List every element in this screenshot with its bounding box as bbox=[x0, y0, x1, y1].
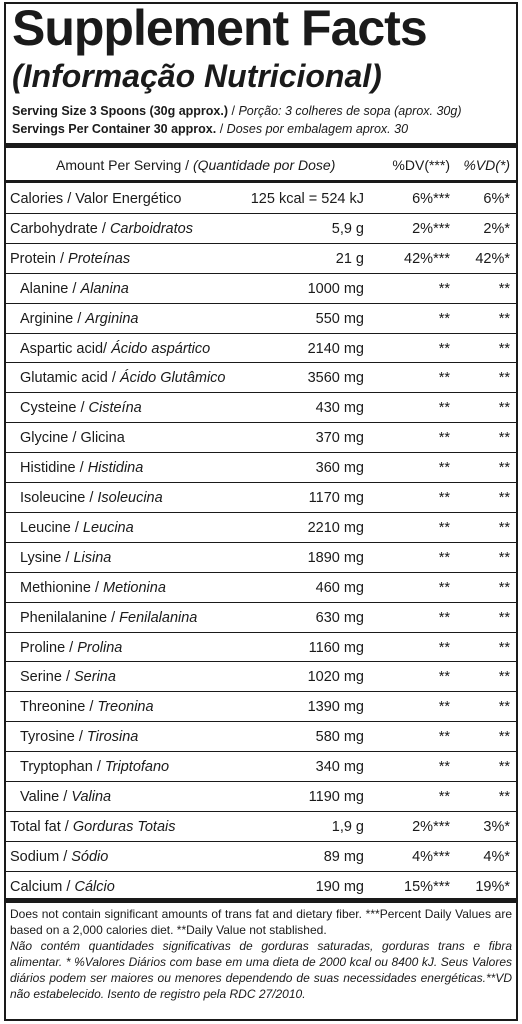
nutrient-row bbox=[6, 334, 516, 364]
nutrient-dv: ** bbox=[438, 370, 450, 386]
footnote bbox=[10, 906, 512, 1002]
nutrient-name-pt: Prolina bbox=[77, 640, 123, 656]
amount-per-serving-header bbox=[56, 150, 335, 180]
nutrient-name bbox=[10, 812, 176, 842]
nutrient-dv: ** bbox=[438, 550, 450, 566]
nutrient-name-en: Calories / bbox=[10, 191, 76, 207]
nutrient-row bbox=[6, 543, 516, 573]
nutrient-amount: 1390 mg bbox=[307, 699, 364, 715]
nutrient-name-pt: Tirosina bbox=[86, 729, 139, 745]
nutrient-name bbox=[20, 752, 169, 782]
nutrient-amount: 580 mg bbox=[315, 729, 364, 745]
amount-header-pt: (Quantidade por Dose) bbox=[192, 157, 336, 173]
nutrient-name-en: Histidine / bbox=[20, 460, 88, 476]
nutrient-name-pt: Histidina bbox=[87, 460, 144, 476]
nutrient-name-en: Glycine / bbox=[20, 430, 81, 446]
nutrient-vd: ** bbox=[498, 341, 510, 357]
nutrient-row bbox=[6, 633, 516, 663]
nutrient-name bbox=[20, 782, 111, 812]
nutrient-amount: 3560 mg bbox=[307, 370, 364, 386]
nutrient-row bbox=[6, 782, 516, 812]
nutrient-dv: ** bbox=[438, 341, 450, 357]
nutrient-name-pt: Treonina bbox=[97, 699, 154, 715]
nutrient-name-pt: Cisteína bbox=[88, 400, 142, 416]
footnote-pt: Não contém quantidades significativas de gorduras saturadas, gorduras trans e fibra alimentar. * %Valores Diários com base em uma dieta de 2000 kcal ou 8400 kJ. Seus Valores diários podem ser maiores ou menores dependendo de suas necessidades energéticas.**VD não estabelecido. Isento de registro pela RDC 27/2010. bbox=[10, 939, 512, 1001]
nutrient-amount: 125 kcal = 524 kJ bbox=[250, 191, 364, 207]
nutrient-name bbox=[20, 603, 197, 633]
nutrient-name-pt: Gorduras Totais bbox=[72, 819, 176, 835]
nutrient-name bbox=[20, 423, 125, 453]
nutrient-dv: 42%*** bbox=[404, 251, 450, 267]
nutrient-vd: 42%* bbox=[475, 251, 510, 267]
nutrient-row bbox=[6, 752, 516, 782]
nutrient-name-pt: Leucina bbox=[82, 520, 134, 536]
thick-divider-top bbox=[6, 143, 516, 148]
nutrient-name bbox=[20, 334, 210, 364]
thick-divider-bottom bbox=[6, 898, 516, 903]
nutrient-amount: 190 mg bbox=[315, 879, 364, 895]
nutrient-name-pt: Valina bbox=[71, 789, 112, 805]
nutrient-dv: ** bbox=[438, 610, 450, 626]
nutrient-vd: ** bbox=[498, 669, 510, 685]
serving-size bbox=[12, 104, 462, 119]
nutrient-name-pt: Proteínas bbox=[68, 251, 131, 267]
nutrient-row bbox=[6, 363, 516, 393]
footnote-en: Does not contain significant amounts of trans fat and dietary fiber. ***Percent Daily Values are based on a 2,000 calories diet. **Daily Value not stablished. bbox=[10, 907, 512, 937]
nutrient-name-en: Cysteine / bbox=[20, 400, 89, 416]
nutrient-amount: 1020 mg bbox=[307, 669, 364, 685]
nutrient-vd: 19%* bbox=[475, 879, 510, 895]
nutrient-name-en: Calcium / bbox=[10, 879, 75, 895]
nutrient-row bbox=[6, 483, 516, 513]
nutrient-vd: ** bbox=[498, 281, 510, 297]
nutrient-name-pt: Lisina bbox=[73, 550, 112, 566]
nutrient-vd: ** bbox=[498, 550, 510, 566]
nutrient-name-en: Tryptophan / bbox=[20, 759, 105, 775]
nutrient-name-pt: Cálcio bbox=[74, 879, 115, 895]
nutrient-vd: 4%* bbox=[483, 849, 510, 865]
serving-size-pt: Porção: 3 colheres de sopa (aprox. 30g) bbox=[238, 104, 462, 118]
nutrient-amount: 2140 mg bbox=[307, 341, 364, 357]
nutrient-row bbox=[6, 274, 516, 304]
nutrient-dv: ** bbox=[438, 311, 450, 327]
nutrient-row bbox=[6, 214, 516, 244]
nutrient-amount: 1160 mg bbox=[308, 640, 364, 656]
nutrient-dv: ** bbox=[438, 580, 450, 596]
nutrient-amount: 1170 mg bbox=[308, 490, 364, 506]
nutrient-amount: 460 mg bbox=[315, 580, 364, 596]
amount-header-en: Amount Per Serving / bbox=[56, 157, 193, 173]
nutrient-vd: 6%* bbox=[483, 191, 510, 207]
nutrient-vd: ** bbox=[498, 789, 510, 805]
nutrient-amount: 1890 mg bbox=[307, 550, 364, 566]
nutrient-row bbox=[6, 244, 516, 274]
nutrient-vd: ** bbox=[498, 640, 510, 656]
nutrient-row bbox=[6, 423, 516, 453]
nutrient-row bbox=[6, 513, 516, 543]
nutrient-name-pt: Ácido Glutâmico bbox=[119, 370, 226, 386]
nutrient-name bbox=[20, 304, 139, 334]
nutrient-dv: 4%*** bbox=[412, 849, 450, 865]
nutrient-name-pt: Ácido aspártico bbox=[111, 341, 211, 357]
nutrient-name bbox=[10, 214, 193, 244]
nutrient-name bbox=[20, 274, 129, 304]
serving-size-separator: / bbox=[228, 104, 239, 118]
nutrient-amount: 89 mg bbox=[323, 849, 364, 865]
nutrient-vd: ** bbox=[498, 580, 510, 596]
nutrient-name bbox=[20, 633, 122, 663]
nutrient-name-pt: Serina bbox=[74, 669, 116, 685]
nutrient-dv: ** bbox=[438, 430, 450, 446]
nutrient-name-en: Tyrosine / bbox=[20, 729, 87, 745]
nutrient-name-en: Total fat / bbox=[10, 819, 73, 835]
nutrient-vd: ** bbox=[498, 490, 510, 506]
nutrient-row bbox=[6, 812, 516, 842]
nutrient-name bbox=[20, 513, 134, 543]
nutrient-name bbox=[10, 842, 108, 872]
nutrient-amount: 370 mg bbox=[315, 430, 364, 446]
vd-header: %VD(*) bbox=[463, 157, 510, 173]
nutrient-amount: 360 mg bbox=[315, 460, 364, 476]
supplement-facts-label bbox=[4, 2, 518, 1021]
nutrient-name-en: Valine / bbox=[20, 789, 72, 805]
nutrient-name-pt: Glicina bbox=[80, 430, 125, 446]
servings-per-container-pt: Doses por embalagem aprox. 30 bbox=[226, 122, 409, 136]
nutrient-name-en: Phenilalanine / bbox=[20, 610, 120, 626]
nutrient-amount: 630 mg bbox=[315, 610, 364, 626]
nutrient-dv: ** bbox=[438, 490, 450, 506]
nutrient-name bbox=[10, 184, 181, 214]
nutrient-dv: ** bbox=[438, 699, 450, 715]
nutrient-dv: ** bbox=[438, 789, 450, 805]
nutrient-vd: ** bbox=[498, 460, 510, 476]
nutrient-amount: 550 mg bbox=[315, 311, 364, 327]
nutrient-name-pt: Arginina bbox=[85, 311, 139, 327]
nutrient-vd: ** bbox=[498, 759, 510, 775]
nutrient-dv: 2%*** bbox=[412, 221, 450, 237]
nutrient-row bbox=[6, 184, 516, 214]
label-subtitle: (Informação Nutricional) bbox=[12, 58, 382, 94]
nutrient-row bbox=[6, 573, 516, 603]
nutrient-name bbox=[20, 453, 143, 483]
nutrient-row bbox=[6, 842, 516, 872]
nutrient-name bbox=[20, 483, 163, 513]
nutrient-name-pt: Valor Energético bbox=[75, 191, 182, 207]
nutrient-amount: 430 mg bbox=[315, 400, 364, 416]
nutrient-vd: ** bbox=[498, 430, 510, 446]
nutrient-name-en: Glutamic acid / bbox=[20, 370, 120, 386]
nutrient-vd: 3%* bbox=[483, 819, 510, 835]
nutrient-name-en: Protein / bbox=[10, 251, 69, 267]
nutrient-amount: 340 mg bbox=[315, 759, 364, 775]
nutrient-dv: ** bbox=[438, 460, 450, 476]
nutrient-name-pt: Alanina bbox=[80, 281, 129, 297]
nutrient-name-en: Sodium / bbox=[10, 849, 72, 865]
nutrient-name-pt: Fenilalanina bbox=[119, 610, 198, 626]
nutrient-row bbox=[6, 662, 516, 692]
nutrient-vd: ** bbox=[498, 729, 510, 745]
nutrient-amount: 2210 mg bbox=[307, 520, 364, 536]
nutrient-dv: ** bbox=[438, 759, 450, 775]
nutrient-name bbox=[10, 244, 130, 274]
nutrient-row bbox=[6, 453, 516, 483]
nutrient-dv: 2%*** bbox=[412, 819, 450, 835]
nutrient-name bbox=[20, 543, 111, 573]
nutrient-amount: 5,9 g bbox=[331, 221, 364, 237]
nutrient-name-pt: Sódio bbox=[71, 849, 109, 865]
nutrient-name bbox=[20, 393, 142, 423]
label-title: Supplement Facts bbox=[12, 0, 427, 56]
nutrient-row bbox=[6, 393, 516, 423]
nutrient-name-en: Aspartic acid/ bbox=[20, 341, 112, 357]
nutrient-vd: ** bbox=[498, 520, 510, 536]
nutrient-row bbox=[6, 304, 516, 334]
nutrient-name-en: Carbohydrate / bbox=[10, 221, 110, 237]
nutrient-vd: ** bbox=[498, 370, 510, 386]
nutrient-dv: ** bbox=[438, 520, 450, 536]
nutrient-dv: ** bbox=[438, 669, 450, 685]
nutrient-row bbox=[6, 692, 516, 722]
nutrient-name-en: Arginine / bbox=[20, 311, 86, 327]
nutrient-dv: ** bbox=[438, 729, 450, 745]
servings-per-container-en: Servings Per Container 30 approx. bbox=[12, 122, 217, 136]
nutrient-vd: 2%* bbox=[483, 221, 510, 237]
nutrient-amount: 1190 mg bbox=[308, 789, 364, 805]
nutrient-dv: 6%*** bbox=[412, 191, 450, 207]
nutrient-name-en: Threonine / bbox=[20, 699, 98, 715]
servings-per-container-separator: / bbox=[216, 122, 227, 136]
nutrient-row bbox=[6, 603, 516, 633]
nutrient-name-en: Proline / bbox=[20, 640, 78, 656]
nutrient-name bbox=[20, 692, 154, 722]
nutrient-name-pt: Metionina bbox=[103, 580, 166, 596]
servings-per-container bbox=[12, 122, 408, 137]
nutrient-name-pt: Triptofano bbox=[104, 759, 170, 775]
nutrient-dv: ** bbox=[438, 400, 450, 416]
nutrient-name-pt: Isoleucina bbox=[97, 490, 163, 506]
nutrient-row bbox=[6, 722, 516, 752]
nutrient-dv: ** bbox=[438, 640, 450, 656]
nutrient-vd: ** bbox=[498, 400, 510, 416]
nutrient-name-en: Leucine / bbox=[20, 520, 83, 536]
nutrient-name bbox=[20, 363, 226, 393]
nutrient-vd: ** bbox=[498, 610, 510, 626]
nutrient-name-en: Methionine / bbox=[20, 580, 104, 596]
nutrient-amount: 21 g bbox=[335, 251, 364, 267]
nutrient-dv: ** bbox=[438, 281, 450, 297]
nutrient-vd: ** bbox=[498, 311, 510, 327]
nutrient-name-en: Isoleucine / bbox=[20, 490, 98, 506]
nutrient-vd: ** bbox=[498, 699, 510, 715]
nutrient-name-en: Alanine / bbox=[20, 281, 81, 297]
nutrient-amount: 1,9 g bbox=[331, 819, 364, 835]
dv-header: %DV(***) bbox=[392, 157, 450, 173]
serving-size-en: Serving Size 3 Spoons (30g approx.) bbox=[12, 104, 229, 118]
nutrient-name-pt: Carboidratos bbox=[109, 221, 193, 237]
nutrient-name bbox=[20, 573, 166, 603]
nutrient-amount: 1000 mg bbox=[307, 281, 364, 297]
nutrient-dv: 15%*** bbox=[404, 879, 450, 895]
nutrient-name-en: Serine / bbox=[20, 669, 74, 685]
nutrient-name-en: Lysine / bbox=[20, 550, 74, 566]
nutrient-name bbox=[20, 722, 138, 752]
nutrient-name bbox=[20, 662, 116, 692]
thick-divider-header bbox=[6, 180, 516, 183]
